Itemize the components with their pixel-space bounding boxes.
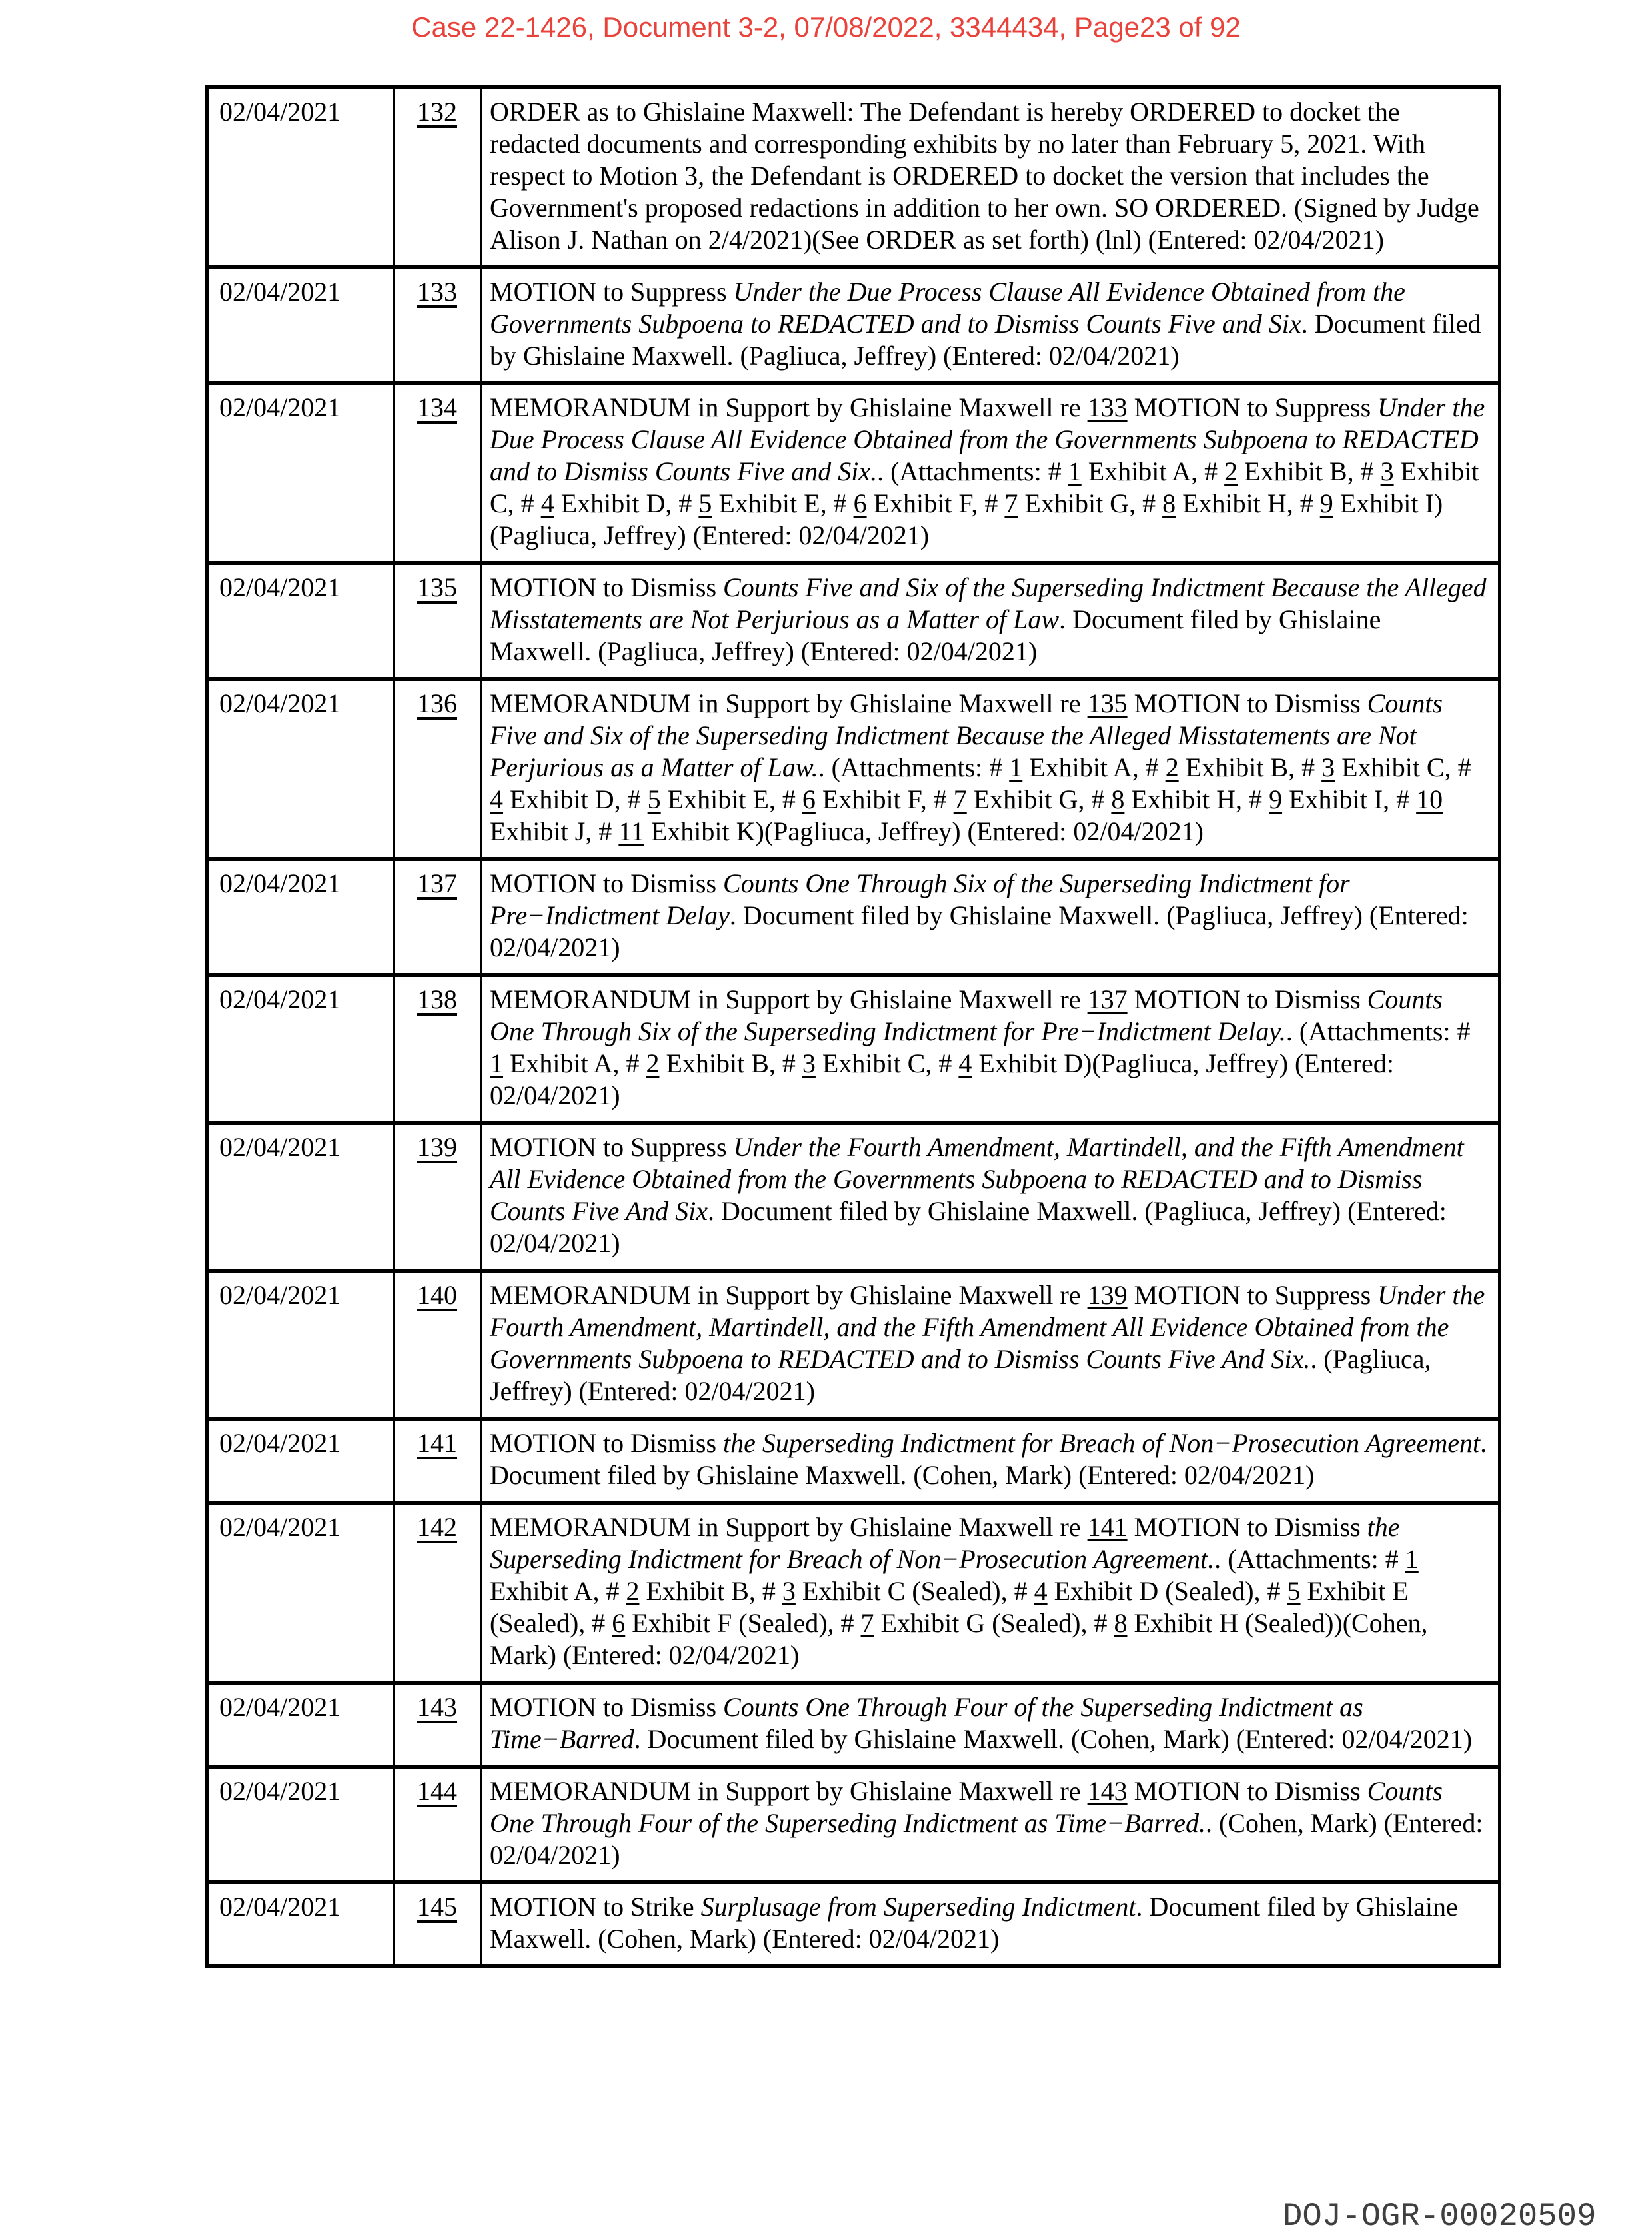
entry-text: Exhibit A, # bbox=[1081, 456, 1225, 486]
entry-ref-link[interactable]: 4 bbox=[490, 784, 503, 814]
entry-ref-link[interactable]: 5 bbox=[1287, 1576, 1301, 1606]
entry-text: Exhibit B, # bbox=[1238, 456, 1381, 486]
entry-ref-link[interactable]: 6 bbox=[612, 1608, 626, 1638]
entry-text: Exhibit E (Sealed), # bbox=[490, 1576, 1409, 1638]
entry-ref-link[interactable]: 11 bbox=[618, 816, 644, 846]
docket-entry-cell bbox=[481, 1882, 1500, 1966]
entry-text: Exhibit C, # bbox=[490, 456, 1479, 518]
entry-ref-link[interactable]: 10 bbox=[1416, 784, 1443, 814]
case-stamp-header: Case 22-1426, Document 3-2, 07/08/2022, 3344434, Page23 of 92 bbox=[411, 11, 1241, 43]
entry-title: Counts One Through Four of the Superseding Indictment as Time−Barred bbox=[490, 1692, 1363, 1754]
docket-date-cell bbox=[207, 679, 394, 859]
docket-date: 02/04/2021 bbox=[219, 1776, 341, 1806]
entry-text: MOTION to Dismiss bbox=[490, 1428, 724, 1458]
entry-text: Exhibit F, # bbox=[815, 784, 954, 814]
entry-title: Counts Five and Six of the Superseding Indictment Because the Alleged Misstatements are Not Perjurious as a Matter of Law bbox=[490, 572, 1487, 634]
docket-date: 02/04/2021 bbox=[219, 984, 341, 1014]
docket-number-link[interactable]: 132 bbox=[417, 97, 457, 127]
entry-ref-link[interactable]: 4 bbox=[540, 488, 554, 518]
docket-number-cell bbox=[394, 1271, 481, 1419]
entry-text: MOTION to Dismiss bbox=[1127, 984, 1367, 1014]
entry-text: . (Cohen, Mark) (Entered: 02/04/2021) bbox=[490, 1808, 1483, 1870]
entry-text: Exhibit A, # bbox=[1022, 752, 1166, 782]
entry-ref-link[interactable]: 7 bbox=[953, 784, 967, 814]
docket-date: 02/04/2021 bbox=[219, 97, 341, 127]
entry-text: . (Attachments: # bbox=[1285, 1016, 1471, 1046]
docket-number-cell bbox=[394, 87, 481, 267]
docket-row bbox=[207, 563, 1500, 679]
docket-number-cell bbox=[394, 1123, 481, 1271]
docket-number-cell bbox=[394, 267, 481, 383]
docket-date-cell bbox=[207, 563, 394, 679]
entry-text: Exhibit D)(Pagliuca, Jeffrey) (Entered: 02/04/2021) bbox=[490, 1048, 1394, 1110]
entry-ref-link[interactable]: 141 bbox=[1087, 1512, 1128, 1542]
entry-ref-link[interactable]: 1 bbox=[1068, 456, 1082, 486]
entry-text: Exhibit B, # bbox=[639, 1576, 782, 1606]
entry-text: MOTION to Suppress bbox=[490, 1132, 734, 1162]
entry-ref-link[interactable]: 5 bbox=[698, 488, 712, 518]
docket-date: 02/04/2021 bbox=[219, 277, 341, 307]
docket-date: 02/04/2021 bbox=[219, 572, 341, 602]
entry-ref-link[interactable]: 7 bbox=[1004, 488, 1018, 518]
docket-date-cell bbox=[207, 975, 394, 1123]
docket-number-cell bbox=[394, 859, 481, 975]
docket-row bbox=[207, 383, 1500, 563]
entry-text: Exhibit F (Sealed), # bbox=[625, 1608, 861, 1638]
docket-date-cell bbox=[207, 1882, 394, 1966]
entry-title: Under the Fourth Amendment, Martindell, and the Fifth Amendment All Evidence Obtained from the Governments Subpoena to REDACTED and to Dismiss Counts Five And Six bbox=[490, 1132, 1464, 1226]
entry-text: Exhibit C, # bbox=[1335, 752, 1471, 782]
docket-entry-cell bbox=[481, 1271, 1500, 1419]
docket-date-cell bbox=[207, 87, 394, 267]
docket-number-link[interactable]: 145 bbox=[417, 1892, 457, 1922]
docket-date-cell bbox=[207, 1123, 394, 1271]
entry-ref-link[interactable]: 2 bbox=[1165, 752, 1179, 782]
docket-number-link[interactable]: 134 bbox=[417, 392, 457, 422]
bates-number: DOJ-OGR-00020509 bbox=[1283, 2198, 1597, 2235]
docket-number-cell bbox=[394, 1882, 481, 1966]
docket-row bbox=[207, 1271, 1500, 1419]
entry-ref-link[interactable]: 8 bbox=[1111, 784, 1125, 814]
entry-title: Counts One Through Six of the Superseding Indictment for Pre−Indictment Delay. bbox=[490, 984, 1443, 1046]
docket-entry-cell bbox=[481, 1123, 1500, 1271]
entry-ref-link[interactable]: 2 bbox=[626, 1576, 640, 1606]
entry-ref-link[interactable]: 4 bbox=[1034, 1576, 1048, 1606]
entry-text: . Document filed by Ghislaine Maxwell. (Cohen, Mark) (Entered: 02/04/2021) bbox=[634, 1724, 1473, 1754]
docket-row bbox=[207, 859, 1500, 975]
docket-entry-cell bbox=[481, 859, 1500, 975]
entry-ref-link[interactable]: 6 bbox=[853, 488, 867, 518]
docket-number-cell bbox=[394, 1503, 481, 1683]
docket-row bbox=[207, 1882, 1500, 1966]
entry-ref-link[interactable]: 2 bbox=[1224, 456, 1238, 486]
entry-text: . Document filed by Ghislaine Maxwell. (Pagliuca, Jeffrey) (Entered: 02/04/2021) bbox=[490, 309, 1481, 371]
entry-text: Exhibit C (Sealed), # bbox=[795, 1576, 1034, 1606]
entry-text: Exhibit G, # bbox=[966, 784, 1112, 814]
entry-title: Counts Five and Six of the Superseding Indictment Because the Alleged Misstatements are Not Perjurious as a Matter of Law. bbox=[490, 688, 1443, 782]
entry-ref-link[interactable]: 139 bbox=[1087, 1280, 1128, 1310]
entry-title: Under the Due Process Clause All Evidence Obtained from the Governments Subpoena to REDACTED and to Dismiss Counts Five and Six. bbox=[490, 392, 1485, 486]
entry-title: Under the Fourth Amendment, Martindell, and the Fifth Amendment All Evidence Obtained from the Governments Subpoena to REDACTED and to Dismiss Counts Five And Six. bbox=[490, 1280, 1485, 1374]
entry-text: Exhibit G (Sealed), # bbox=[874, 1608, 1114, 1638]
entry-text: Exhibit I)(Pagliuca, Jeffrey) (Entered: 02/04/2021) bbox=[490, 488, 1443, 550]
entry-text: MOTION to Dismiss bbox=[490, 1692, 724, 1722]
docket-number-cell bbox=[394, 1767, 481, 1882]
docket-row bbox=[207, 1767, 1500, 1882]
entry-text: . (Attachments: # bbox=[877, 456, 1068, 486]
docket-entry-cell bbox=[481, 1503, 1500, 1683]
docket-entry-cell bbox=[481, 1683, 1500, 1767]
entry-title: Under the Due Process Clause All Evidence Obtained from the Governments Subpoena to REDACTED and to Dismiss Counts Five and Six bbox=[490, 277, 1405, 339]
entry-ref-link[interactable]: 135 bbox=[1087, 688, 1128, 718]
entry-text: MOTION to Strike bbox=[490, 1892, 701, 1922]
entry-ref-link[interactable]: 133 bbox=[1087, 392, 1128, 422]
entry-text: Exhibit D, # bbox=[503, 784, 648, 814]
entry-text: MOTION to Dismiss bbox=[1127, 1776, 1367, 1806]
entry-text: Exhibit C, # bbox=[815, 1048, 959, 1078]
docket-date: 02/04/2021 bbox=[219, 868, 341, 898]
entry-title: Counts One Through Four of the Superseding Indictment as Time−Barred. bbox=[490, 1776, 1443, 1838]
entry-title: the Superseding Indictment for Breach of Non−Prosecution Agreement. bbox=[490, 1512, 1400, 1574]
entry-text: MEMORANDUM in Support by Ghislaine Maxwell re bbox=[490, 392, 1088, 422]
entry-text: MEMORANDUM in Support by Ghislaine Maxwell re bbox=[490, 1280, 1088, 1310]
entry-ref-link[interactable]: 143 bbox=[1087, 1776, 1128, 1806]
entry-ref-link[interactable]: 3 bbox=[1321, 752, 1335, 782]
docket-number-link[interactable]: 135 bbox=[417, 572, 457, 602]
entry-text: Exhibit H, # bbox=[1124, 784, 1269, 814]
entry-ref-link[interactable]: 9 bbox=[1319, 488, 1333, 518]
entry-text: . (Attachments: # bbox=[818, 752, 1010, 782]
docket-number-link[interactable]: 141 bbox=[417, 1428, 457, 1458]
entry-ref-link[interactable]: 3 bbox=[782, 1576, 796, 1606]
docket-date: 02/04/2021 bbox=[219, 1428, 341, 1458]
entry-text: Exhibit D, # bbox=[554, 488, 699, 518]
docket-entry-cell bbox=[481, 267, 1500, 383]
entry-text: Exhibit A, # bbox=[503, 1048, 646, 1078]
docket-entry-cell bbox=[481, 563, 1500, 679]
entry-text: MEMORANDUM in Support by Ghislaine Maxwell re bbox=[490, 688, 1088, 718]
entry-text: Exhibit E, # bbox=[712, 488, 854, 518]
docket-date-cell bbox=[207, 383, 394, 563]
docket-date-cell bbox=[207, 1271, 394, 1419]
entry-text: MOTION to Suppress bbox=[490, 277, 734, 307]
entry-text: MOTION to Dismiss bbox=[490, 572, 724, 602]
entry-ref-link[interactable]: 1 bbox=[1405, 1544, 1419, 1574]
entry-text: . Document filed by Ghislaine Maxwell. (Pagliuca, Jeffrey) (Entered: 02/04/2021) bbox=[490, 1196, 1447, 1258]
docket-row bbox=[207, 1419, 1500, 1503]
docket-row bbox=[207, 679, 1500, 859]
docket-number-link[interactable]: 136 bbox=[417, 688, 457, 718]
entry-text: MOTION to Dismiss bbox=[1127, 688, 1367, 718]
entry-ref-link[interactable]: 2 bbox=[646, 1048, 660, 1078]
docket-table bbox=[205, 85, 1501, 1968]
entry-ref-link[interactable]: 3 bbox=[1380, 456, 1394, 486]
docket-number-cell bbox=[394, 679, 481, 859]
entry-text: Exhibit D (Sealed), # bbox=[1047, 1576, 1287, 1606]
entry-text: MOTION to Suppress bbox=[1127, 1280, 1378, 1310]
docket-number-cell bbox=[394, 383, 481, 563]
entry-text: Exhibit H (Sealed))(Cohen, Mark) (Entered: 02/04/2021) bbox=[490, 1608, 1428, 1670]
entry-title: Surplusage from Superseding Indictment bbox=[700, 1892, 1136, 1922]
entry-ref-link[interactable]: 9 bbox=[1269, 784, 1283, 814]
entry-text: . Document filed by Ghislaine Maxwell. (Pagliuca, Jeffrey) (Entered: 02/04/2021) bbox=[490, 900, 1469, 962]
docket-date: 02/04/2021 bbox=[219, 1132, 341, 1162]
entry-text: MOTION to Dismiss bbox=[490, 868, 724, 898]
docket-entry-cell bbox=[481, 1767, 1500, 1882]
docket-date: 02/04/2021 bbox=[219, 1280, 341, 1310]
entry-text: Exhibit G, # bbox=[1018, 488, 1163, 518]
entry-title: the Superseding Indictment for Breach of Non−Prosecution Agreement bbox=[723, 1428, 1481, 1458]
docket-number-link[interactable]: 138 bbox=[417, 984, 457, 1014]
docket-entry-cell bbox=[481, 975, 1500, 1123]
docket-entry-cell bbox=[481, 87, 1500, 267]
docket-row bbox=[207, 1123, 1500, 1271]
entry-ref-link[interactable]: 137 bbox=[1087, 984, 1128, 1014]
entry-text: Exhibit K)(Pagliuca, Jeffrey) (Entered: 02/04/2021) bbox=[644, 816, 1204, 846]
docket-entry-cell bbox=[481, 1419, 1500, 1503]
entry-ref-link[interactable]: 1 bbox=[1009, 752, 1023, 782]
entry-text: MOTION to Suppress bbox=[1127, 392, 1378, 422]
docket-entry-cell bbox=[481, 383, 1500, 563]
docket-date: 02/04/2021 bbox=[219, 1692, 341, 1722]
entry-ref-link[interactable]: 8 bbox=[1114, 1608, 1128, 1638]
docket-number-link[interactable]: 137 bbox=[417, 868, 457, 898]
entry-text: . Document filed by Ghislaine Maxwell. (Cohen, Mark) (Entered: 02/04/2021) bbox=[490, 1892, 1458, 1954]
entry-text: Exhibit J, # bbox=[490, 816, 619, 846]
entry-text: Exhibit F, # bbox=[866, 488, 1005, 518]
entry-text: . (Attachments: # bbox=[1214, 1544, 1405, 1574]
docket-date-cell bbox=[207, 1503, 394, 1683]
entry-text: Exhibit B, # bbox=[659, 1048, 802, 1078]
docket-number-link[interactable]: 143 bbox=[417, 1692, 457, 1722]
docket-number-link[interactable]: 140 bbox=[417, 1280, 457, 1310]
docket-row bbox=[207, 1683, 1500, 1767]
docket-number-link[interactable]: 133 bbox=[417, 277, 457, 307]
entry-text: MEMORANDUM in Support by Ghislaine Maxwell re bbox=[490, 1512, 1088, 1542]
entry-ref-link[interactable]: 3 bbox=[802, 1048, 816, 1078]
docket-number-link[interactable]: 139 bbox=[417, 1132, 457, 1162]
entry-text: . Document filed by Ghislaine Maxwell. (Pagliuca, Jeffrey) (Entered: 02/04/2021) bbox=[490, 604, 1381, 666]
entry-text: Exhibit I, # bbox=[1282, 784, 1417, 814]
docket-number-cell bbox=[394, 1683, 481, 1767]
entry-text: ORDER as to Ghislaine Maxwell: The Defendant is hereby ORDERED to docket the redacted documents and corresponding exhibits by no later than February 5, 2021. With respect to Motion 3, the Defendant is ORDERED to docket the version that includes the Government's proposed redactions in addition to her own. SO ORDERED. (Signed by Judge Alison J. Nathan on 2/4/2021)(See ORDER as set forth) (lnl) (Entered: 02/04/2021) bbox=[490, 97, 1479, 255]
entry-text: . (Pagliuca, Jeffrey) (Entered: 02/04/2021) bbox=[490, 1344, 1431, 1406]
entry-text: Exhibit H, # bbox=[1176, 488, 1320, 518]
docket-row bbox=[207, 975, 1500, 1123]
entry-ref-link[interactable]: 6 bbox=[802, 784, 816, 814]
docket-number-cell bbox=[394, 563, 481, 679]
docket-date: 02/04/2021 bbox=[219, 1892, 341, 1922]
entry-ref-link[interactable]: 5 bbox=[647, 784, 661, 814]
docket-date-cell bbox=[207, 1419, 394, 1503]
entry-text: Exhibit E, # bbox=[660, 784, 802, 814]
entry-text: Exhibit A, # bbox=[490, 1576, 626, 1606]
entry-text: MEMORANDUM in Support by Ghislaine Maxwell re bbox=[490, 984, 1088, 1014]
docket-date-cell bbox=[207, 1767, 394, 1882]
docket-row bbox=[207, 87, 1500, 267]
docket-date: 02/04/2021 bbox=[219, 688, 341, 718]
entry-ref-link[interactable]: 4 bbox=[958, 1048, 972, 1078]
entry-ref-link[interactable]: 7 bbox=[860, 1608, 874, 1638]
docket-row bbox=[207, 1503, 1500, 1683]
entry-text: . Document filed by Ghislaine Maxwell. (Cohen, Mark) (Entered: 02/04/2021) bbox=[490, 1428, 1487, 1490]
docket-number-cell bbox=[394, 975, 481, 1123]
entry-ref-link[interactable]: 8 bbox=[1162, 488, 1176, 518]
docket-entry-cell bbox=[481, 679, 1500, 859]
entry-title: Counts One Through Six of the Superseding Indictment for Pre−Indictment Delay bbox=[490, 868, 1350, 930]
docket-date: 02/04/2021 bbox=[219, 1512, 341, 1542]
docket-row bbox=[207, 267, 1500, 383]
entry-text: Exhibit B, # bbox=[1178, 752, 1322, 782]
docket-date: 02/04/2021 bbox=[219, 392, 341, 422]
entry-text: MEMORANDUM in Support by Ghislaine Maxwell re bbox=[490, 1776, 1088, 1806]
docket-date-cell bbox=[207, 859, 394, 975]
entry-ref-link[interactable]: 1 bbox=[490, 1048, 503, 1078]
docket-date-cell bbox=[207, 267, 394, 383]
entry-text: MOTION to Dismiss bbox=[1127, 1512, 1367, 1542]
docket-date-cell bbox=[207, 1683, 394, 1767]
docket-number-link[interactable]: 144 bbox=[417, 1776, 457, 1806]
docket-number-cell bbox=[394, 1419, 481, 1503]
docket-number-link[interactable]: 142 bbox=[417, 1512, 457, 1542]
